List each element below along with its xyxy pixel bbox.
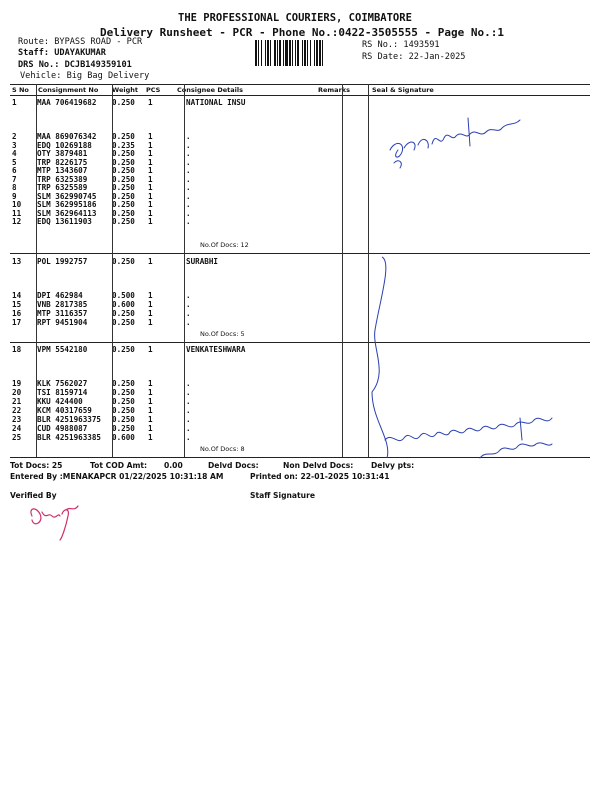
row-dot: . — [186, 208, 191, 218]
row-weight: 0.250 — [112, 174, 135, 184]
row-consignment: MAA 869076342 — [37, 132, 97, 141]
row-dot: . — [186, 309, 191, 318]
row-weight: 0.600 — [112, 433, 135, 442]
tot-cod-value: 0.00 — [164, 461, 183, 470]
row-weight: 0.250 — [112, 149, 135, 158]
row-sno: 22 — [12, 406, 22, 415]
route-label: Route: BYPASS ROAD - PCR — [18, 37, 143, 47]
docs-count: No.Of Docs: 8 — [200, 445, 245, 453]
rs-number: RS No.: 1493591 — [362, 40, 440, 50]
row-weight: 0.250 — [112, 388, 135, 397]
row-sno: 13 — [12, 257, 22, 266]
col-sno: S No — [12, 86, 29, 94]
staff-signature-label: Staff Signature — [250, 491, 315, 500]
row-sno: 12 — [12, 217, 22, 226]
row-weight: 0.250 — [112, 309, 135, 318]
signature-1 — [390, 118, 520, 168]
row-pcs: 1 — [148, 174, 153, 184]
drs-number: DRS No.: DCJB149359101 — [18, 60, 132, 70]
runsheet-title: Delivery Runsheet - PCR - Phone No.:0422-3505555 - Page No.:1 — [100, 26, 504, 39]
row-dot: . — [186, 300, 191, 309]
docs-count: No.Of Docs: 5 — [200, 330, 245, 338]
row-consignment: BLR 4251963385 — [37, 433, 102, 442]
row-dot: . — [186, 132, 191, 141]
col-remarks: Remarks — [318, 86, 350, 94]
row-pcs: 1 — [148, 291, 153, 300]
row-sno: 24 — [12, 424, 22, 433]
delvd-docs: Delvd Docs: — [208, 461, 259, 470]
row-sno: 10 — [12, 200, 22, 209]
row-sno: 8 — [12, 183, 17, 192]
row-weight: 0.250 — [112, 208, 135, 218]
row-weight: 0.250 — [112, 98, 135, 107]
row-consignment: TRP 8226175 — [37, 157, 88, 167]
row-pcs: 1 — [148, 379, 153, 388]
row-pcs: 1 — [148, 157, 153, 167]
row-pcs: 1 — [148, 300, 153, 309]
consignee-name: SURABHI — [186, 257, 219, 266]
row-pcs: 1 — [148, 397, 153, 406]
row-dot: . — [186, 157, 191, 167]
row-sno: 1 — [12, 98, 17, 107]
row-weight: 0.250 — [112, 157, 135, 167]
verified-by: Verified By — [10, 491, 57, 500]
row-dot: . — [186, 433, 191, 442]
seal-column-curve — [372, 257, 388, 458]
row-pcs: 1 — [148, 257, 153, 266]
row-sno: 14 — [12, 291, 22, 300]
row-dot: . — [186, 291, 191, 300]
col-consignment: Consignment No — [38, 86, 99, 94]
row-consignment: POL 1992757 — [37, 257, 88, 266]
row-weight: 0.250 — [112, 166, 135, 175]
consignee-name: NATIONAL INSU — [186, 98, 246, 107]
row-pcs: 1 — [148, 166, 153, 175]
tot-cod-label: Tot COD Amt: — [90, 461, 148, 470]
row-pcs: 1 — [148, 183, 153, 192]
row-weight: 0.500 — [112, 291, 135, 300]
delvy-pts: Delvy pts: — [371, 461, 415, 470]
row-weight: 0.235 — [112, 140, 135, 150]
row-pcs: 1 — [148, 217, 153, 226]
signature-3 — [385, 418, 552, 458]
row-sno: 16 — [12, 309, 22, 318]
row-weight: 0.250 — [112, 200, 135, 209]
row-consignment: MTP 1343607 — [37, 166, 88, 175]
row-pcs: 1 — [148, 415, 153, 424]
row-sno: 2 — [12, 132, 17, 141]
row-pcs: 1 — [148, 309, 153, 318]
col-consignee: Consignee Details — [177, 86, 243, 94]
col-seal: Seal & Signature — [372, 86, 434, 94]
row-dot: . — [186, 406, 191, 415]
row-dot: . — [186, 424, 191, 433]
row-weight: 0.250 — [112, 183, 135, 192]
row-weight: 0.250 — [112, 379, 135, 388]
row-consignment: OTY 3879481 — [37, 149, 88, 158]
docs-count: No.Of Docs: 12 — [200, 241, 249, 249]
row-pcs: 1 — [148, 406, 153, 415]
row-consignment: KCM 40317659 — [37, 406, 92, 415]
row-dot: . — [186, 397, 191, 406]
row-sno: 19 — [12, 379, 22, 388]
row-consignment: DPI 462984 — [37, 291, 83, 300]
row-pcs: 1 — [148, 318, 153, 327]
row-sno: 11 — [12, 208, 22, 218]
vehicle-label: Vehicle: Big Bag Delivery — [20, 71, 150, 81]
row-pcs: 1 — [148, 149, 153, 158]
row-weight: 0.250 — [112, 318, 135, 327]
consignee-name: VENKATESHWARA — [186, 345, 246, 354]
row-consignment: TRP 6325389 — [37, 174, 88, 184]
row-weight: 0.250 — [112, 415, 135, 424]
row-weight: 0.250 — [112, 217, 135, 226]
tot-docs: Tot Docs: 25 — [10, 461, 63, 470]
row-sno: 21 — [12, 397, 22, 406]
row-consignment: VPM 5542180 — [37, 345, 88, 354]
row-sno: 7 — [12, 174, 17, 184]
row-pcs: 1 — [148, 433, 153, 442]
company-name: THE PROFESSIONAL COURIERS, COIMBATORE — [178, 12, 412, 24]
row-dot: . — [186, 174, 191, 184]
row-weight: 0.250 — [112, 257, 135, 266]
row-consignment: KKU 424400 — [37, 397, 83, 406]
row-consignment: TRP 6325589 — [37, 183, 88, 192]
row-sno: 25 — [12, 433, 22, 442]
rs-date: RS Date: 22-Jan-2025 — [362, 52, 466, 62]
row-consignment: TSI 8159714 — [37, 388, 88, 397]
row-sno: 20 — [12, 388, 22, 397]
row-sno: 3 — [12, 140, 17, 150]
row-dot: . — [186, 191, 191, 201]
row-consignment: SLM 362990745 — [37, 191, 97, 201]
row-consignment: SLM 362995186 — [37, 200, 97, 209]
row-dot: . — [186, 415, 191, 424]
row-weight: 0.250 — [112, 406, 135, 415]
row-weight: 0.250 — [112, 345, 135, 354]
row-pcs: 1 — [148, 388, 153, 397]
row-dot: . — [186, 379, 191, 388]
row-sno: 17 — [12, 318, 22, 327]
verified-signature — [31, 506, 78, 540]
printed-on: Printed on: 22-01-2025 10:31:41 — [250, 472, 390, 481]
row-dot: . — [186, 166, 191, 175]
col-weight: Weight — [112, 86, 138, 94]
row-dot: . — [186, 149, 191, 158]
row-pcs: 1 — [148, 132, 153, 141]
row-dot: . — [186, 388, 191, 397]
row-consignment: EDQ 10269188 — [37, 140, 92, 150]
row-pcs: 1 — [148, 200, 153, 209]
row-dot: . — [186, 200, 191, 209]
row-weight: 0.250 — [112, 191, 135, 201]
row-pcs: 1 — [148, 98, 153, 107]
row-pcs: 1 — [148, 140, 153, 150]
staff-label: Staff: UDAYAKUMAR — [18, 48, 106, 58]
row-consignment: EDQ 13611903 — [37, 217, 92, 226]
row-consignment: MAA 706419682 — [37, 98, 97, 107]
row-sno: 9 — [12, 191, 17, 201]
row-weight: 0.250 — [112, 132, 135, 141]
row-sno: 4 — [12, 149, 17, 158]
row-pcs: 1 — [148, 424, 153, 433]
row-sno: 23 — [12, 415, 22, 424]
row-pcs: 1 — [148, 208, 153, 218]
non-delvd-docs: Non Delvd Docs: — [283, 461, 354, 470]
row-dot: . — [186, 140, 191, 150]
entered-by: Entered By :MENAKAPCR 01/22/2025 10:31:18 AM — [10, 472, 224, 481]
row-sno: 18 — [12, 345, 22, 354]
row-consignment: MTP 3116357 — [37, 309, 88, 318]
col-pcs: PCS — [146, 86, 161, 94]
row-dot: . — [186, 183, 191, 192]
row-sno: 5 — [12, 157, 17, 167]
row-weight: 0.600 — [112, 300, 135, 309]
row-consignment: RPT 9451904 — [37, 318, 88, 327]
row-consignment: CUD 4988087 — [37, 424, 88, 433]
row-dot: . — [186, 318, 191, 327]
row-sno: 15 — [12, 300, 22, 309]
row-pcs: 1 — [148, 345, 153, 354]
row-weight: 0.250 — [112, 397, 135, 406]
row-consignment: VNB 2817385 — [37, 300, 88, 309]
row-consignment: KLK 7562027 — [37, 379, 88, 388]
row-pcs: 1 — [148, 191, 153, 201]
row-consignment: BLR 4251963375 — [37, 415, 102, 424]
row-dot: . — [186, 217, 191, 226]
row-weight: 0.250 — [112, 424, 135, 433]
row-sno: 6 — [12, 166, 17, 175]
row-consignment: SLM 362964113 — [37, 208, 97, 218]
